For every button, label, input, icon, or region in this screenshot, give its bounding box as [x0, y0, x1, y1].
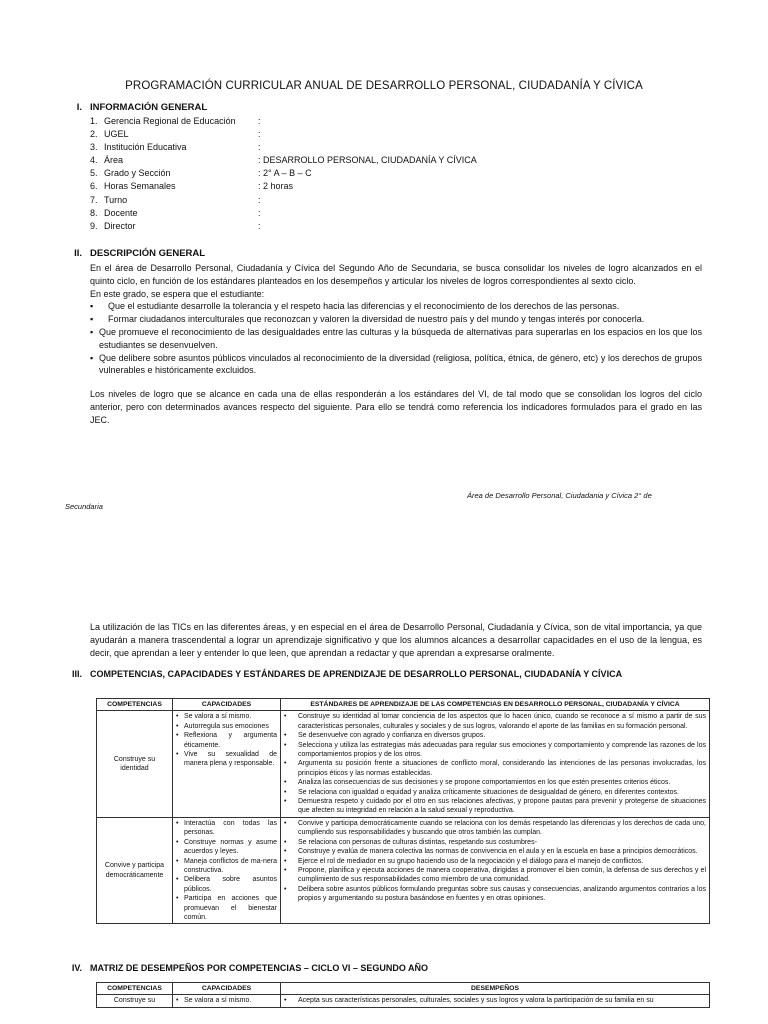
section-title: INFORMACIÓN GENERAL [90, 102, 208, 113]
info-label: Docente [104, 207, 138, 218]
section-number: II. [74, 248, 82, 259]
table-header-row [97, 983, 710, 995]
section-heading-description [62, 248, 205, 259]
column-header: CAPACIDADES [173, 699, 281, 711]
section-title: COMPETENCIAS, CAPACIDADES Y ESTÁNDARES DE APRENDIZAJE DE DESARROLLO PERSONAL, CIUDADANÍA Y CÍVICA [90, 669, 623, 679]
page-footer-level: Secundaria [65, 502, 103, 511]
column-header: COMPETENCIAS [97, 983, 173, 995]
standard-cell [281, 817, 710, 923]
list-item: • Se desenvuelve con agrado y confianza en diversos grupos. [284, 732, 486, 740]
info-number: 2. [90, 129, 98, 140]
list-item: • Selecciona y utiliza las estrategias más adecuadas para regular sus emociones y comportamiento y comprende las razones de los comportamientos propios y de los otros. [284, 741, 706, 759]
competency-cell: Construye su identidad [97, 711, 173, 817]
list-item: • Argumenta su posición frente a situaciones de conflicto moral, considerando las intenciones de las personas involucradas, los principios éticos y las normas establecidas. [284, 760, 706, 777]
column-header: ESTÁNDARES DE APRENDIZAJE DE LAS COMPETENCIAS EN DESARROLLO PERSONAL, CIUDADANÍA Y CÍVICA [281, 699, 710, 711]
section-heading-performance-matrix [62, 963, 428, 973]
list-item: • Interactúa con todas las personas. [176, 819, 277, 837]
info-value: : [258, 116, 261, 126]
info-row [90, 194, 477, 207]
list-item: ▪ Que promueve el reconocimiento de las desigualdades entre las culturas y la búsqueda de alternativas para superarlas en los espacios en los que los estudiantes se desenvuelven. [90, 326, 702, 350]
table-row [97, 817, 710, 923]
info-number: 1. [90, 116, 98, 126]
section-number: I. [76, 102, 82, 113]
info-number: 9. [90, 220, 98, 231]
page-footer-area: Área de Desarrollo Personal, Ciudadania y Cívica 2° de [467, 491, 652, 500]
info-number: 5. [90, 168, 98, 179]
performance-table [96, 982, 710, 1008]
section-number: III. [71, 669, 82, 679]
list-item: • Reflexiona y argumenta éticamente. [176, 732, 277, 749]
info-label: Horas Semanales [104, 181, 176, 192]
info-row [90, 207, 477, 220]
competency-cell: Convive y participa democráticamente [97, 817, 173, 923]
info-value: : [258, 129, 261, 140]
list-item: • Convive y participa democráticamente cuando se relaciona con los demás respetando las diferencias y los derechos de cada uno, cumpliendo sus responsabilidades y buscando que otros también las cumplan. [284, 819, 706, 837]
tics-paragraph: La utilización de las TICs en las diferentes áreas, y en especial en el área de Desarrollo Personal, Ciudadanía y Cívica, son de vital importancia, ya que ayudarán a manera trascendental a lograr un aprendizaje significativo y que los alumnos alcances a desarrollar capacidades en el uso de la lengua, es decir, que aprendan a leer y entender lo que leen, que aprendan a redactar y que aprendan a expresarse oralmente. [90, 622, 702, 658]
section-heading-info [62, 102, 207, 113]
list-item: • Ejerce el rol de mediador en su grupo haciendo uso de la negociación y el diálogo para el manejo de conflictos. [284, 857, 644, 865]
table-row [97, 995, 710, 1007]
info-row [90, 141, 477, 154]
table-row [97, 711, 710, 817]
list-item: ▪ Que el estudiante desarrolle la tolerancia y el respeto hacia las diferencias y el reconocimiento de los derechos de las personas. [90, 301, 620, 312]
standard-cell [281, 711, 710, 817]
info-value: : [258, 207, 261, 218]
list-item: • Se relaciona con igualdad o equidad y analiza críticamente situaciones de desigualdad de género, en diferentes contextos. [284, 788, 679, 796]
column-header: COMPETENCIAS [97, 699, 173, 711]
info-label: Grado y Sección [104, 168, 171, 179]
list-item: ▪ Que delibere sobre asuntos públicos vinculados al reconocimiento de la diversidad (religiosa, política, étnica, de género, etc) y los derechos de grupos vulnerables e históricamente excluidos. [90, 352, 702, 376]
info-row [90, 180, 477, 193]
capacity-cell [173, 817, 281, 923]
capacity-cell [173, 711, 281, 817]
capacity-cell: • Se valora a sí mismo. [173, 995, 281, 1007]
column-header: CAPACIDADES [173, 983, 281, 995]
column-header: DESEMPEÑOS [281, 983, 710, 995]
info-label: Turno [104, 194, 128, 205]
info-value: : [258, 220, 261, 231]
info-row [90, 128, 477, 141]
info-row [90, 115, 477, 128]
info-value: : 2° A – B – C [258, 168, 312, 179]
description-lead: En este grado, se espera que el estudiante: [90, 288, 265, 299]
page-title: PROGRAMACIÓN CURRICULAR ANUAL DE DESARROLLO PERSONAL, CIUDADANÍA Y CÍVICA [125, 80, 643, 92]
list-item: • Delibera sobre asuntos públicos formulando preguntas sobre sus causas y consecuencias, analizando argumentos contrarios a los propios y argumentando su postura basándose en fuentes y en otras opiniones. [284, 885, 706, 903]
competency-cell: Construye su [97, 995, 173, 1007]
info-label: Director [104, 220, 136, 231]
performance-cell: • Acepta sus características personales, culturales, sociales y sus logros y valora la participación de su familia en su [281, 995, 710, 1007]
competencies-table [96, 698, 710, 924]
info-label: UGEL [104, 129, 129, 140]
info-number: 7. [90, 194, 98, 205]
list-item: • Demuestra respeto y cuidado por el otro en sus relaciones afectivas, y propone pautas para prevenir y protegerse de situaciones que afecten su integridad en relación a la salud sexual y reproductiva. [284, 798, 706, 815]
info-row [90, 167, 477, 180]
list-item: • Autorregula sus emociones [176, 722, 269, 730]
info-value: : DESARROLLO PERSONAL, CIUDADANÍA Y CÍVICA [258, 155, 477, 166]
info-label: Institución Educativa [104, 142, 187, 153]
list-item: • Participa en acciones que promuevan el bienestar común. [176, 895, 277, 921]
list-item: • Construye su identidad al tomar conciencia de los aspectos que lo hacen único, cuando se reconoce a sí mismo a partir de sus características personales, culturales y sociales y de sus logros, valorando el aporte de las familias en su formación personal. [284, 713, 706, 730]
info-row [90, 220, 477, 233]
info-number: 4. [90, 155, 98, 166]
section-number: IV. [71, 963, 82, 973]
description-closing: Los niveles de logro que se alcance en cada una de ellas responderán a los estándares del VI, de tal modo que se consolidan los logros del ciclo anterior, pero con determinados avances respecto del siguiente. Para ello se tendrá como referencia los indicadores formulados para el grado en las JEC. [90, 389, 702, 425]
list-item: • Vive su sexualidad de manera plena y responsable. [176, 751, 277, 768]
info-number: 6. [90, 181, 98, 192]
list-item: ▪ Formar ciudadanos interculturales que reconozcan y valoren la diversidad de nuestro país y del mundo y tengas interés por conocerla. [90, 314, 645, 325]
info-value: : [258, 194, 261, 205]
table-header-row [97, 699, 710, 711]
list-item: • Construye y evalúa de manera colectiva las normas de convivencia en el aula y en la escuela en base a principios democráticos. [284, 848, 698, 856]
list-item: • Se relaciona con personas de culturas distintas, respetando sus costumbres- [284, 838, 537, 846]
list-item: • Se valora a sí mismo. [176, 713, 252, 721]
list-item: • Analiza las consecuencias de sus decisiones y se propone comportamientos en los que estén presentes criterios éticos. [284, 779, 671, 787]
section-heading-competencies [62, 669, 622, 679]
list-item: • Maneja conflictos de ma-nera constructiva. [176, 857, 277, 874]
info-number: 3. [90, 142, 98, 153]
info-label: Área [104, 155, 124, 166]
list-item: • Propone, planifica y ejecuta acciones de manera cooperativa, dirigidas a promover el bien común, la defensa de sus derechos y el cumplimiento de sus responsabilidades como miembro de una comunidad. [284, 866, 706, 884]
section-title: DESCRIPCIÓN GENERAL [90, 248, 206, 259]
list-item: • Delibera sobre asuntos públicos. [176, 876, 277, 893]
info-value: : [258, 142, 261, 153]
description-body [90, 262, 702, 377]
description-intro: En el área de Desarrollo Personal, Ciudadanía y Cívica del Segundo Año de Secundaria, se busca consolidar los niveles de logro alcanzados en el quinto ciclo, en función de los estándares planteados en los desempeños y articular los niveles de logros correspondientes al sexto ciclo. [90, 263, 702, 286]
section-title: MATRIZ DE DESEMPEÑOS POR COMPETENCIAS – CICLO VI – SEGUNDO AÑO [90, 963, 429, 973]
info-row [90, 154, 477, 167]
info-label: Gerencia Regional de Educación [104, 116, 236, 126]
general-info-list [90, 115, 477, 233]
info-number: 8. [90, 207, 98, 218]
list-item: • Construye normas y asume acuerdos y leyes. [176, 838, 277, 856]
info-value: : 2 horas [258, 181, 294, 192]
